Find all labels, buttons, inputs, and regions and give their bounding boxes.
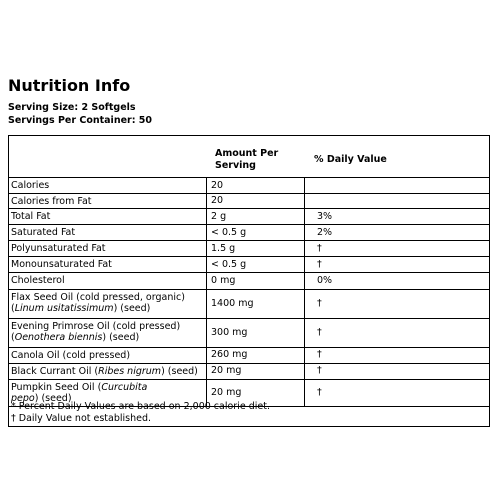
nutrient-amount: 1.5 g xyxy=(207,241,305,256)
nutrient-amount: 300 mg xyxy=(207,319,305,347)
table-row xyxy=(8,289,490,318)
table-row xyxy=(8,224,490,240)
table-row xyxy=(8,363,490,379)
nutrient-name: Cholesterol xyxy=(11,273,207,289)
footnotes xyxy=(11,401,270,425)
nutrient-amount: 260 mg xyxy=(207,348,305,363)
serving-info xyxy=(8,101,152,127)
nutrient-name: Canola Oil (cold pressed) xyxy=(11,348,207,363)
nutrient-name: Calories from Fat xyxy=(11,194,207,209)
nutrient-amount: 2 g xyxy=(207,209,305,224)
nutrient-dv: 3% xyxy=(317,210,333,222)
nutrient-name: Flax Seed Oil (cold pressed, organic) (Linum usitatissimum) (seed) xyxy=(11,290,207,318)
nutrient-amount: < 0.5 g xyxy=(207,257,305,272)
table-row xyxy=(8,208,490,224)
daily-value-header: % Daily Value xyxy=(314,154,387,165)
nutrient-dv: 2% xyxy=(317,226,333,238)
table-row xyxy=(8,177,490,193)
nutrient-name: Evening Primrose Oil (cold pressed) (Oenothera biennis) (seed) xyxy=(11,319,207,347)
serving-size: Serving Size: 2 Softgels xyxy=(8,102,136,113)
table-row xyxy=(8,256,490,272)
nutrient-dv: † xyxy=(317,349,322,361)
nutrient-rows xyxy=(8,177,490,407)
nutrient-amount: 20 xyxy=(207,178,305,193)
nutrient-dv xyxy=(305,194,317,209)
nutrient-name: Monounsaturated Fat xyxy=(11,257,207,272)
table-row xyxy=(8,272,490,289)
nutrient-dv: † xyxy=(317,387,322,398)
table-row xyxy=(8,240,490,256)
nutrient-dv: † xyxy=(317,326,322,338)
nutrient-dv: † xyxy=(317,297,322,309)
nutrient-dv xyxy=(305,178,317,193)
nutrient-amount: 1400 mg xyxy=(207,290,305,318)
nutrient-dv: † xyxy=(317,365,322,377)
nutrient-dv: † xyxy=(317,258,322,270)
nutrient-name: Total Fat xyxy=(11,209,207,224)
page-title: Nutrition Info xyxy=(8,76,131,95)
table-row xyxy=(8,318,490,347)
footnote-percent-dv: * Percent Daily Values are based on 2,000 calorie diet. xyxy=(11,401,270,412)
nutrient-dv: 0% xyxy=(317,275,333,286)
nutrient-amount: 20 mg xyxy=(207,380,305,407)
nutrient-name: Saturated Fat xyxy=(11,225,207,240)
nutrient-name: Pumpkin Seed Oil (Curcubita pepo) (seed) xyxy=(11,380,207,407)
table-row xyxy=(8,347,490,363)
nutrient-dv: † xyxy=(317,242,322,254)
nutrient-name: Black Currant Oil (Ribes nigrum) (seed) xyxy=(11,364,207,379)
table-row xyxy=(8,193,490,209)
nutrient-amount: 20 xyxy=(207,194,305,209)
nutrient-amount: < 0.5 g xyxy=(207,225,305,240)
servings-per-container: Servings Per Container: 50 xyxy=(8,115,153,126)
nutrient-amount: 20 mg xyxy=(207,364,305,379)
nutrient-name: Calories xyxy=(11,178,207,193)
footnote-dagger: † Daily Value not established. xyxy=(11,413,152,424)
amount-header: Amount Per Serving xyxy=(215,148,279,171)
nutrient-amount: 0 mg xyxy=(207,273,305,289)
nutrient-name: Polyunsaturated Fat xyxy=(11,241,207,256)
